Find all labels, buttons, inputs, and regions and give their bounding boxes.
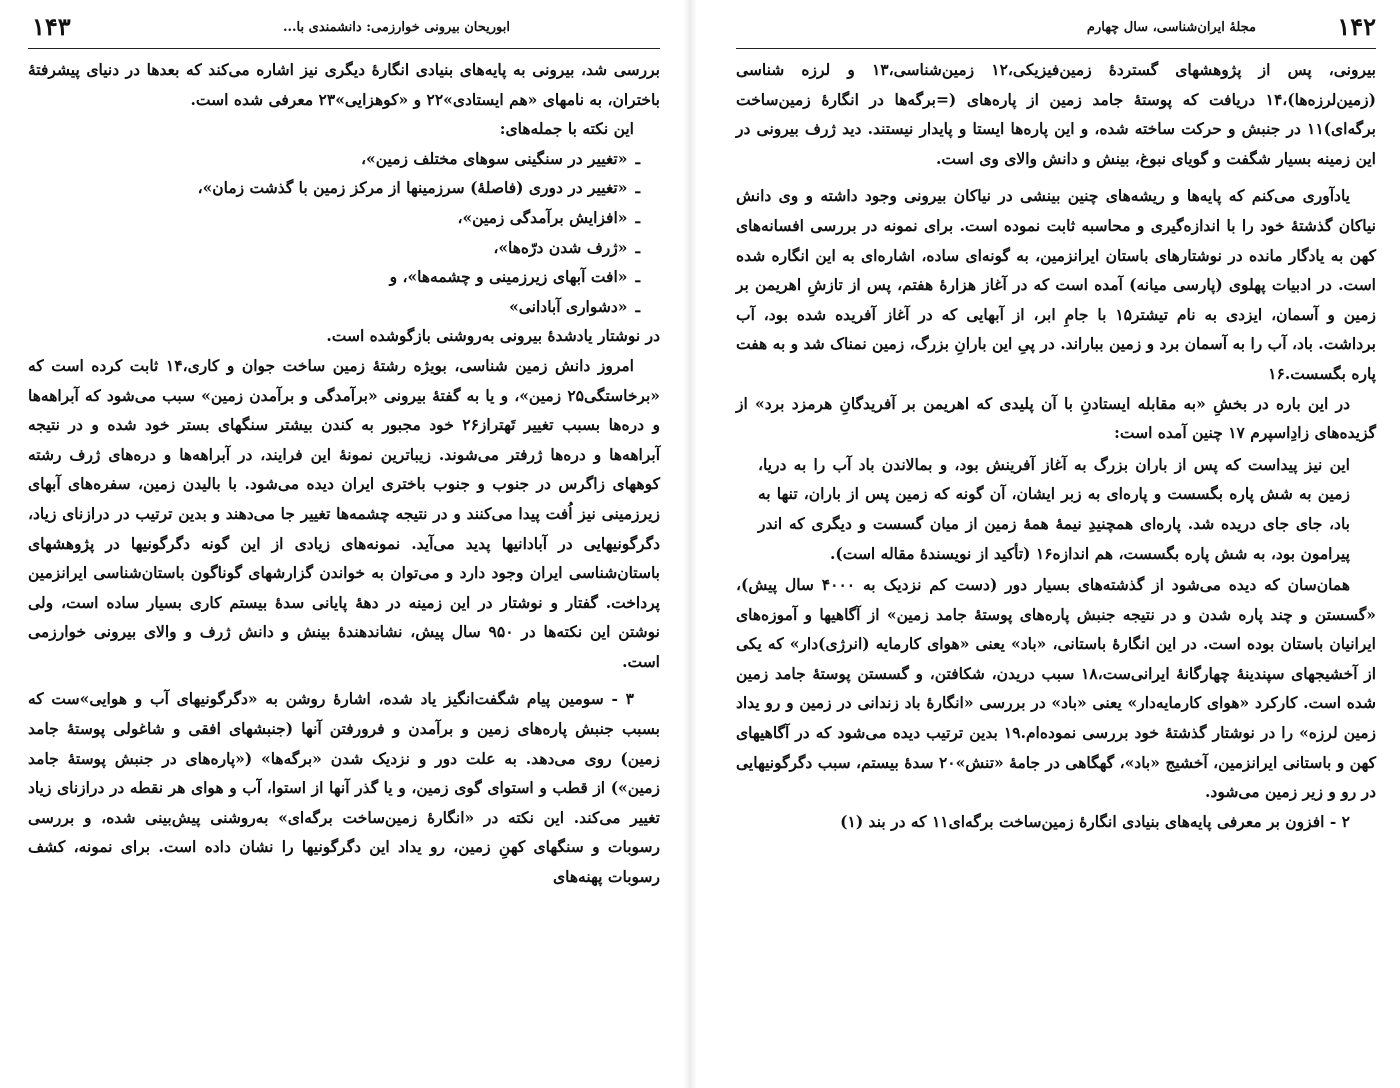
right-paragraph-4: همان‌سان که دیده می‌شود از گذشته‌های بسیار دور (دست کم نزدیک به ۴۰۰۰ سال پیش)، «گسستن و چند پاره شدن و در نتیجه جنبش پاره‌های پوستهٔ جامد زمین» از آگاهیها و آموزه‌های ایرانیان باستان بوده است. در این انگارهٔ باستانی، «باد» یعنی «هوای کارمایه (انرژی)دار» که یکی از آخشیجهای سپندینهٔ چهارگانهٔ ایرانی‌ست،۱۸ سبب دریدن، شکافتن، و گسستن پوستهٔ جامد زمین شده است. کارکرد «هوای کارمایه‌دار» یعنی «باد» در بررسی «انگارهٔ باد زندانی در زمین و رو یداد زمین لرزه» را در نوشتار گذشتهٔ خود بررسی نموده‌ام.۱۹ بدین ترتیب دیده می‌شود که در آگاهیهای کهن و باستانی ایرانزمین، آخشیج «باد»، گهگاهی در جامهٔ «تنش»۲۰ سدهٔ بیستم، سبب دگرگونیهایی در رو و زیر زمین می‌شود. (736, 575, 1377, 802)
right-page (700, 0, 1390, 1088)
list-item: ـ«افت آبهای زیرزمینی و چشمه‌ها»، و (389, 267, 640, 287)
left-page (0, 0, 680, 1088)
quote-block (736, 450, 1376, 568)
list-item: ـ«تغییر در دوری (فاصلهٔ) سرزمینها از مرکز زمین با گذشت زمان»، (197, 178, 640, 198)
list-item: ـ«تغییر در سنگینی سوهای مختلف زمین»، (361, 148, 640, 168)
left-page-number: ۱۴۳ (32, 12, 71, 41)
left-running-head (28, 8, 660, 49)
left-paragraph-1: بررسی شد، بیرونی به پایه‌های بنیادی انگارهٔ دیگری نیز اشاره می‌کند که بعدها در دنیای پیشرفتهٔ باختران، به نامهای «هم ایستادی»۲۲ و «کوهزایی»۲۳ معرفی شده است. (28, 60, 660, 109)
left-paragraph-2: این نکته با جمله‌های: (499, 119, 634, 139)
left-paragraph-4: امروز دانش زمین شناسی، بویژه رشتهٔ زمین ساخت جوان و کاری،۱۴ ثابت کرده است که «برخاستگی۲۵ زمین»، و یا به گفتهٔ بیرونی «برآمدگی و برآمدن زمین» سبب می‌شود که آبراهه‌ها و دره‌ها بسبب تغییر تَهتراز۲۶ خود مجبور به کندن بیشتر سنگهای بستر خود شده و در نتیجه آبراهه‌ها و دره‌ها ژرفتر می‌شوند. زیباترین نمونهٔ این فرایند، در آبراهه‌ها و دره‌های ژرف رشته کوههای زاگرس در جنوب و جنوب باختری ایران دیده می‌شود. با بالیدن زمین، سفره‌های آبهای زیرزمینی نیز اُفت پیدا می‌کنند و در نتیجه چشمه‌ها تغییر جا می‌دهند و بدین ترتیب در درازنای زیاد، دگرگونیهایی در آبادانیها پدید می‌آید. نمونه‌های زیادی از این گونه دگرگونیها در پژوهشهای باستان‌شناسی ایران وجود دارد و می‌توان به خواندن گزارشهای گوناگون باستان‌شناسی ایرانزمین پرداخت. گفتار و نوشتار در این زمینه در دههٔ پایانی سدهٔ بیستم کاری بسیار ساده است، ولی نوشتن این نکته‌ها در ۹۵۰ سال پیش، نشاندهندهٔ بینش و دانش ژرف و والای بیرونی خوارزمی است. (28, 355, 660, 671)
left-paragraph-5: ۳ - سومین پیام شگفت‌انگیز یاد شده، اشارهٔ روشن به «دگرگونیهای آب و هوایی»ست که بسبب جنبش پاره‌های زمین و برآمدن و فرورفتن آنها (جنبشهای افقی و شاغولی پوستهٔ جامد زمین) روی می‌دهد. به علت دور و نزدیک شدن «برگه‌ها» («پاره‌های در جنبش پوستهٔ جامد زمین») از قطب و استوای گوی زمین، و یا گذر آنها از استوا، آب و هوای هر نقطه در درازنای زیاد تغییر می‌کند. این نکته در «انگارهٔ زمین‌ساخت برگه‌ای» به‌روشنی پیش‌بینی شده، و بررسی رسوبات و سنگهای کهنِ زمین، رو یداد این دگرگونیها را نشان داده است. برای نمونه، کشف رسوبات پهنه‌های (28, 689, 660, 887)
right-body-text (736, 55, 1376, 836)
list-item: ـ«دشواری آبادانی» (509, 296, 640, 316)
left-paragraph-3: در نوشتار یادشدهٔ بیرونی به‌روشنی بازگوشده است. (326, 326, 660, 346)
zadspram-quote: این نیز پیداست که پس از باران بزرگ به آغاز آفرینش بود، و بمالاندن باد آب را به دریا، زمین به شش پاره بگسست و پاره‌ای به زبر ایشان، آن گونه که زمین پس از باران، تنها به باد، جای جای دریده شد. پاره‌ای همچنیدِ نیمهٔ همهٔ زمین از میان گسست و دیگری که اندر پیرامون بود، به شش پاره بگسست، هم اندازه۱۶ (تأکید از نویسندهٔ مقاله است). (758, 454, 1350, 563)
right-paragraph-5: ۲ - افزون بر معرفی پایه‌های بنیادی انگارهٔ زمین‌ساخت برگه‌ای۱۱ که در بند (۱) (840, 811, 1350, 831)
left-running-title: ابوریحان بیرونی خوارزمی: دانشمندی با... (282, 20, 510, 35)
list-item: ـ«ژرف شدن درّه‌ها»، (493, 237, 640, 257)
right-page-number: ۱۴۲ (1337, 12, 1376, 41)
book-gutter (683, 0, 697, 1088)
right-paragraph-1: بیرونی، پس از پژوهشهای گستردهٔ زمین‌فیزیکی،۱۲ زمین‌شناسی،۱۳ و لرزه شناسی (زمین‌لرزه‌ها)،۱۴ دریافت که پوستهٔ جامد زمین از پاره‌های (=برگه‌ها در انگارهٔ زمین‌ساخت برگه‌ای)۱۱ در جنبش و حرکت ساخته شده، و این پاره‌ها ایستا و پایدار نیستند. دید ژرف بیرونی در این زمینه بسیار شگفت و گویای نبوغ، بینش و دانش والای وی است. (736, 60, 1376, 168)
right-running-head (736, 8, 1376, 49)
left-quote-list (28, 144, 660, 322)
list-item: ـ«افزایش برآمدگی زمین»، (457, 207, 640, 227)
right-running-title: مجلهٔ ایران‌شناسی، سال چهارم (1086, 20, 1256, 35)
right-paragraph-2: یادآوری می‌کنم که پایه‌ها و ریشه‌های چنین بینشی در نیاکان بیرونی وجود داشته و وی دانش نیاکان گذشتهٔ خود را با اندازه‌گیری و محاسبه ثابت نموده است. برای نمونه در بررسی افسانه‌های کهن به یادگار مانده در نوشتارهای باستان ایرانزمین، به گونه‌ای ساده، اشاره‌ای به این انگاره شده است. در ادبیات پهلوی (پارسی میانه) آمده است که در آغاز هزارهٔ هفتم، پس از تازشِ اهریمن بر زمین و آسمان، ایزدی به نام تیشتر۱۵ با جامِ ابر، از آبهایی که در آغاز آفریده شده بود، آب برداشت. باد، آب را به آسمان برد و زمین بباراند. در پیِ این بارانِ بزرگ، زمین نمناک شد و به هفت پاره بگسست.۱۶ (736, 186, 1376, 383)
left-body-text (28, 55, 660, 892)
right-paragraph-3: در این باره در بخشِ «به مقابله ایستادنِ با آن پلیدی که اهریمن بر آفریدگانِ هرمزد برد» از گزیده‌های زادِاسپرم ۱۷ چنین آمده است: (736, 393, 1376, 443)
